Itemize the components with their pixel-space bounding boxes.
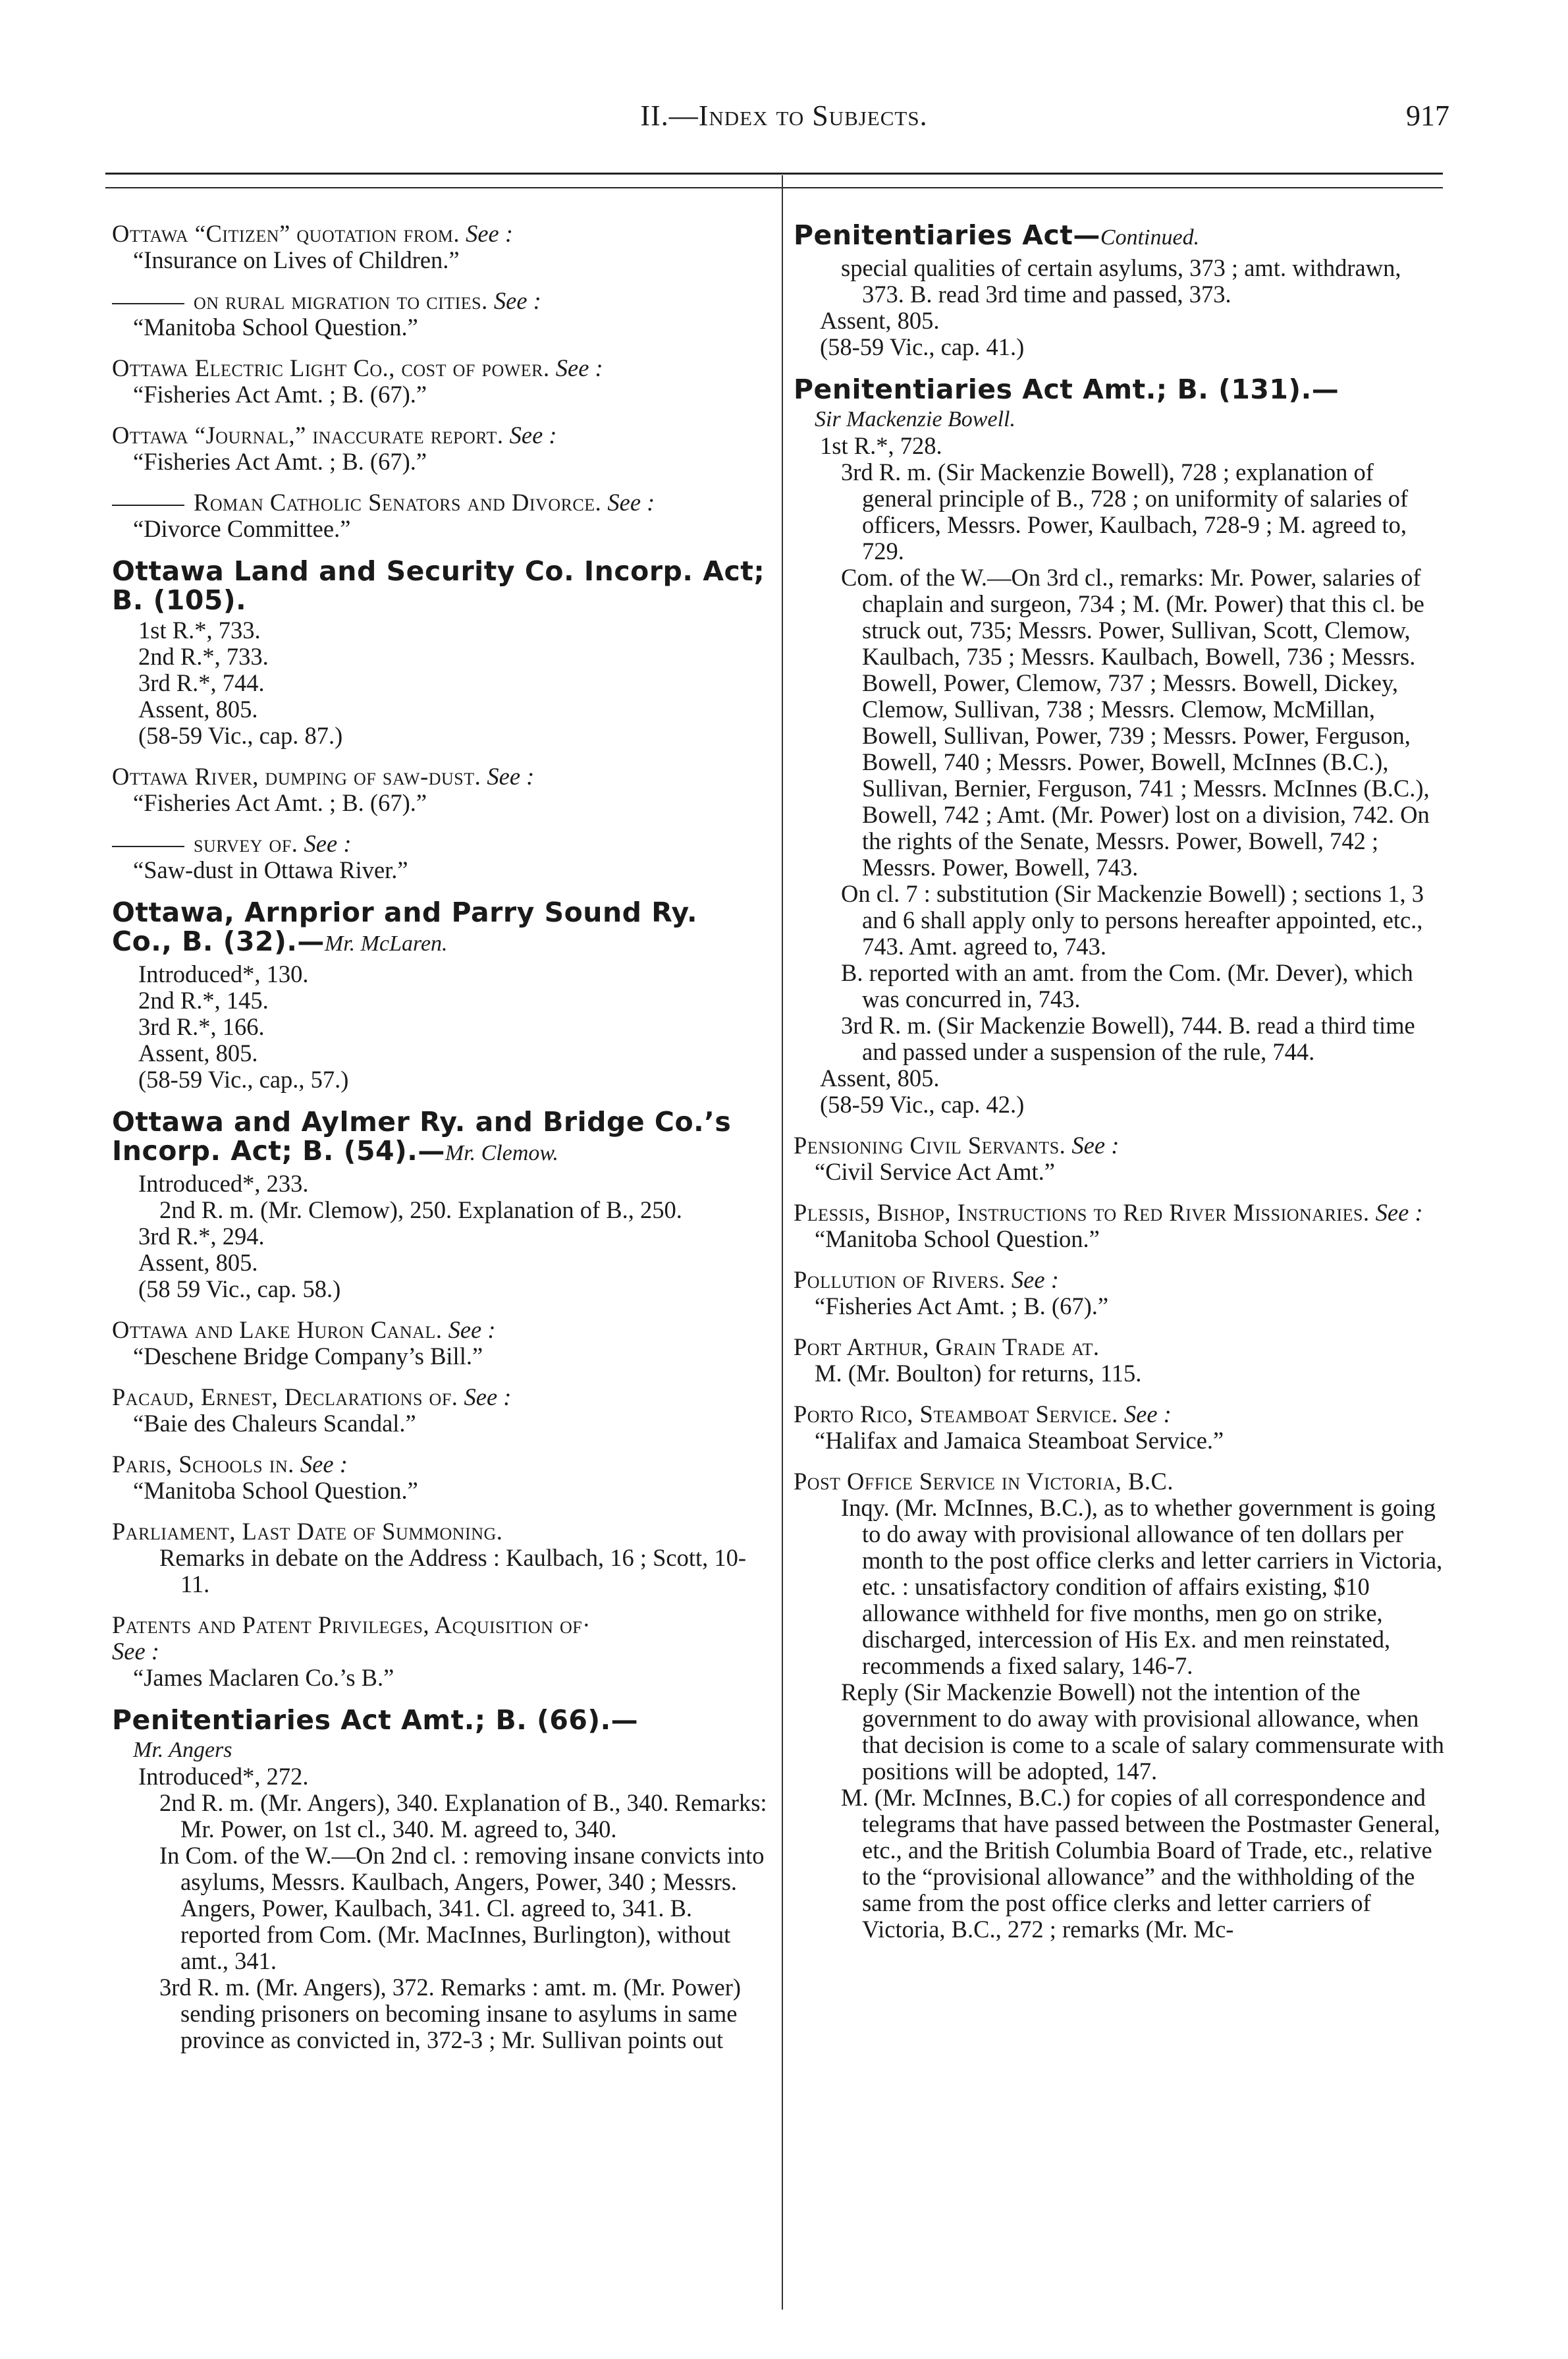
bill-title: Ottawa and Aylmer Ry. and Bridge Co.’s Incorp. Act; B. (54).— — [112, 1106, 732, 1167]
cross-reference: “Halifax and Jamaica Steamboat Service.” — [815, 1427, 1224, 1454]
proceeding-line: Assent, 805. — [138, 696, 258, 723]
entry-heading: Porto Rico, Steamboat Service. — [794, 1401, 1118, 1428]
see-label: See : — [1071, 1132, 1120, 1159]
index-entry — [112, 831, 767, 883]
proceeding-line: In Com. of the W.—On 2nd cl. : removing insane convicts into asylums, Messrs. Kaulbach, Angers, Power, 340 ; Messrs. Angers, Power, Kaulbach, 341. Cl. agreed to, 341. B. reported from Com. (Mr. MacInnes, Burlington), without amt., 341. — [159, 1842, 765, 1974]
entry-heading: Paris, Schools in. — [112, 1451, 294, 1478]
see-label: See : — [1375, 1199, 1423, 1226]
proceeding-line: (58-59 Vic., cap. 42.) — [820, 1091, 1025, 1118]
see-label: See : — [466, 220, 514, 247]
cross-reference: “Fisheries Act Amt. ; B. (67).” — [133, 789, 427, 816]
index-entry — [112, 422, 767, 475]
proceeding-line: Introduced*, 233. — [138, 1170, 309, 1197]
proceeding-line: M. (Mr. McInnes, B.C.) for copies of all correspondence and telegrams that have passed between the Postmaster General, etc., and the British Columbia Board of Trade, etc., relative to the “provisional allowance” and the withholding of the same from the post office clerks and letter carriers of Victoria, B.C., 272 ; remarks (Mr. Mc- — [841, 1784, 1440, 1943]
index-entry — [794, 1401, 1446, 1454]
index-entry — [794, 1200, 1446, 1252]
cross-reference: “Saw-dust in Ottawa River.” — [133, 856, 408, 883]
cross-reference: “Civil Service Act Amt.” — [815, 1158, 1055, 1185]
bill-entry — [112, 557, 767, 749]
index-entry — [112, 1317, 767, 1370]
index-entry — [112, 1612, 767, 1691]
index-entry — [112, 1451, 767, 1504]
index-entry — [794, 1267, 1446, 1319]
see-label: See : — [300, 1451, 348, 1478]
bill-heading — [112, 898, 767, 958]
see-label: See : — [607, 489, 655, 516]
proceeding-line: 1st R.*, 733. — [138, 617, 261, 644]
index-entry — [112, 763, 767, 816]
proceeding-line: 3rd R. m. (Mr. Angers), 372. Remarks : amt. m. (Mr. Power) sending prisoners on becoming insane to asylums in same province as convicted in, 372-3 ; Mr. Sullivan points out — [159, 1974, 742, 2053]
bill-sponsor: Mr. McLaren. — [324, 931, 448, 956]
proceeding-line: B. reported with an amt. from the Com. (Mr. Dever), which was concurred in, 743. — [841, 959, 1413, 1013]
page-header — [0, 99, 1568, 138]
column-divider — [782, 175, 783, 2310]
bill-sponsor: Mr. Clemow. — [445, 1141, 559, 1165]
see-label: See : — [555, 354, 603, 381]
entry-heading: Port Arthur, Grain Trade at. — [794, 1333, 1100, 1360]
bill-heading — [794, 221, 1446, 252]
header-rule-secondary — [105, 187, 1443, 188]
entry-heading: Pollution of Rivers. — [794, 1266, 1006, 1293]
cross-reference: “Manitoba School Question.” — [133, 1477, 418, 1504]
entry-heading: Ottawa “Journal,” inaccurate report. — [112, 422, 504, 449]
index-entry — [112, 489, 767, 542]
bill-sponsor: Sir Mackenzie Bowell. — [815, 407, 1015, 431]
entry-heading: Plessis, Bishop, Instructions to Red River Missionaries. — [794, 1199, 1370, 1226]
proceeding-line: 3rd R.*, 166. — [138, 1013, 265, 1040]
bill-entry — [112, 1706, 767, 2053]
cross-reference: “Deschene Bridge Company’s Bill.” — [133, 1343, 483, 1370]
proceeding-line: 3rd R. m. (Sir Mackenzie Bowell), 728 ; explanation of general principle of B., 728 ; on uniformity of salaries of officers, Messrs. Power, Kaulbach, 728-9 ; M. agreed to, 729. — [841, 458, 1409, 565]
index-entry — [794, 1334, 1446, 1387]
index-entry — [112, 355, 767, 408]
bill-entry — [112, 898, 767, 1093]
cross-reference: “Fisheries Act Amt. ; B. (67).” — [133, 381, 427, 408]
proceeding-line: Assent, 805. — [138, 1040, 258, 1067]
entry-heading: survey of. — [194, 830, 298, 857]
see-label: See : — [493, 287, 541, 314]
see-label: See : — [464, 1383, 512, 1410]
proceeding-line: 2nd R.*, 145. — [138, 987, 269, 1014]
see-label: See : — [1123, 1401, 1172, 1428]
proceeding-line: 2nd R. m. (Mr. Clemow), 250. Explanation of B., 250. — [159, 1196, 682, 1223]
proceeding-line: Introduced*, 130. — [138, 960, 309, 987]
entry-heading: Parliament, Last Date of Summoning. — [112, 1518, 503, 1545]
see-label: See : — [487, 763, 535, 790]
index-entry — [794, 1468, 1446, 1943]
see-label: See : — [509, 422, 557, 449]
entry-heading: Post Office Service in Victoria, B.C. — [794, 1468, 1174, 1495]
header-rule — [105, 173, 1443, 175]
bill-sponsor: Mr. Angers — [133, 1738, 232, 1762]
proceeding-line: Reply (Sir Mackenzie Bowell) not the intention of the government to do away with provisional allowance, when that decision is come to a scale of salary commensurate with positions will be adopted, 147. — [841, 1679, 1444, 1785]
bill-entry — [794, 221, 1446, 360]
proceeding-line: Com. of the W.—On 3rd cl., remarks: Mr. Power, salaries of chaplain and surgeon, 734 ; M. (Mr. Power) that this cl. be struck out, 735; Messrs. Power, Sullivan, Scott, Clemow, Kaulbach, 735 ; Messrs. Kaulbach, Bowell, 736 ; Messrs. Bowell, Power, Clemow, 737 ; Messrs. Bowell, Dickey, Clemow, Sullivan, 738 ; Messrs. Clemow, McMillan, Bowell, Sullivan, Power, 739 ; Messrs. Power, Ferguson, Bowell, 740 ; Messrs. Power, Bowell, McInnes (B.C.), Sullivan, Bernier, Ferguson, 741 ; Messrs. McInnes (B.C.), Bowell, 742 ; Amt. (Mr. Power) lost on a division, 742. On the rights of the Senate, Messrs. Power, Bowell, 742 ; Messrs. Power, Bowell, 743. — [841, 564, 1430, 881]
entry-heading: Ottawa “Citizen” quotation from. — [112, 220, 460, 247]
ditto-dash — [112, 303, 184, 304]
proceeding-line: 3rd R. m. (Sir Mackenzie Bowell), 744. B. read a third time and passed under a suspension of the rule, 744. — [841, 1012, 1415, 1065]
entry-heading: Patents and Patent Privileges, Acquisition of· — [112, 1611, 591, 1638]
continued-label: Continued. — [1100, 225, 1200, 250]
see-label: See : — [1011, 1266, 1059, 1293]
proceeding-line: Remarks in debate on the Address : Kaulbach, 16 ; Scott, 10-11. — [159, 1544, 747, 1597]
bill-heading — [794, 375, 1446, 404]
proceeding-line: (58-59 Vic., cap. 41.) — [820, 333, 1025, 360]
cross-reference: “James Maclaren Co.’s B.” — [133, 1664, 394, 1691]
proceeding-line: On cl. 7 : substitution (Sir Mackenzie Bowell) ; sections 1, 3 and 6 shall apply only to persons hereafter appointed, etc., 743. Amt. agreed to, 743. — [841, 880, 1424, 960]
entry-heading: Pensioning Civil Servants. — [794, 1132, 1066, 1159]
index-entry — [794, 1132, 1446, 1185]
entry-heading: Pacaud, Ernest, Declarations of. — [112, 1383, 458, 1410]
page-number: 917 — [1406, 99, 1449, 132]
entry-heading: Ottawa River, dumping of saw-dust. — [112, 763, 481, 790]
cross-reference: “Baie des Chaleurs Scandal.” — [133, 1410, 416, 1437]
proceeding-line: Assent, 805. — [820, 1065, 940, 1092]
proceeding-line: Inqy. (Mr. McInnes, B.C.), as to whether government is going to do away with provisional allowance of ten dollars per month to the post office clerks and letter carriers in Victoria, etc. : unsatisfactory condition of affairs existing, $10 allowance withheld for five months, men go on strike, discharged, intercession of His Ex. and men reinstated, recommends a fixed salary, 146-7. — [841, 1494, 1443, 1679]
ditto-dash — [112, 846, 184, 847]
cross-reference: “Manitoba School Question.” — [133, 314, 418, 341]
proceeding-line: (58-59 Vic., cap., 57.) — [138, 1066, 349, 1093]
ditto-dash — [112, 505, 184, 506]
index-entry — [112, 221, 767, 273]
see-label: See : — [304, 830, 352, 857]
proceeding-line: 2nd R. m. (Mr. Angers), 340. Explanation of B., 340. Remarks: Mr. Power, on 1st cl., 340. M. agreed to, 340. — [159, 1789, 767, 1843]
bill-entry — [112, 1107, 767, 1302]
proceeding-line: 2nd R.*, 733. — [138, 643, 269, 670]
cross-reference: “Insurance on Lives of Children.” — [133, 246, 460, 273]
bill-title: Penitentiaries Act Amt.; B. (66).— — [112, 1704, 639, 1736]
page-title: II.—Index to Subjects. — [640, 99, 928, 132]
bill-heading: Ottawa Land and Security Co. Incorp. Act; B. (105). — [112, 555, 765, 616]
cross-reference: “Manitoba School Question.” — [815, 1225, 1100, 1252]
entry-heading: Roman Catholic Senators and Divorce. — [194, 489, 602, 516]
index-entry — [112, 1518, 767, 1597]
proceeding-line: M. (Mr. Boulton) for returns, 115. — [815, 1360, 1142, 1387]
proceeding-line: 1st R.*, 728. — [820, 432, 942, 459]
proceeding-line: 3rd R.*, 744. — [138, 669, 265, 696]
see-label: See : — [112, 1638, 159, 1665]
cross-reference: “Divorce Committee.” — [133, 515, 351, 542]
proceeding-line: (58-59 Vic., cap. 87.) — [138, 722, 343, 749]
bill-title: Penitentiaries Act— — [794, 219, 1100, 251]
index-entry — [112, 1384, 767, 1437]
bill-entry — [794, 375, 1446, 1118]
proceeding-line: special qualities of certain asylums, 373 ; amt. withdrawn, 373. B. read 3rd time and passed, 373. — [841, 254, 1401, 308]
proceeding-line: Introduced*, 272. — [138, 1763, 309, 1790]
proceeding-line: Assent, 805. — [820, 307, 940, 334]
bill-title: Ottawa, Arnprior and Parry Sound Ry. Co., B. (32).— — [112, 897, 698, 957]
proceeding-line: (58 59 Vic., cap. 58.) — [138, 1275, 341, 1302]
entry-heading: Ottawa and Lake Huron Canal. — [112, 1316, 443, 1343]
bill-heading — [112, 1706, 767, 1735]
see-label: See : — [448, 1316, 496, 1343]
bill-title: Penitentiaries Act Amt.; B. (131).— — [794, 374, 1339, 405]
proceeding-line: Assent, 805. — [138, 1249, 258, 1276]
cross-reference: “Fisheries Act Amt. ; B. (67).” — [815, 1292, 1109, 1319]
entry-heading: Ottawa Electric Light Co., cost of power. — [112, 354, 550, 381]
proceeding-line: 3rd R.*, 294. — [138, 1223, 265, 1250]
right-column — [794, 221, 1446, 1957]
cross-reference: “Fisheries Act Amt. ; B. (67).” — [133, 448, 427, 475]
left-column — [112, 221, 767, 2068]
bill-heading — [112, 1107, 767, 1168]
entry-heading: on rural migration to cities. — [194, 287, 488, 314]
index-entry — [112, 288, 767, 341]
